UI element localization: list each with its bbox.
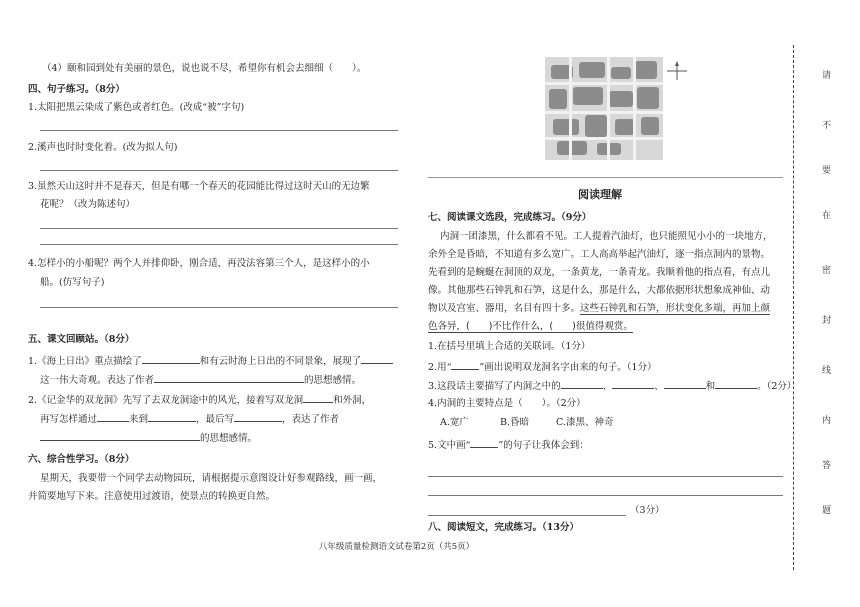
fill-blank[interactable] [234, 411, 282, 422]
review-text: ，表达了作者 [282, 414, 340, 425]
passage-line-1: 内洞一团漆黑，什么都看不见。工人提着汽油灯，也只能照见小小的一块地方， [440, 231, 773, 242]
review-text: 和有云时海上日出的不同景象，展现了 [199, 356, 362, 367]
question-3 [428, 378, 796, 394]
divider [428, 177, 783, 178]
sentence-4-line-1: 4.怎样小的小船呢？两个人并排仰卧，刚合适，再没法容第三个人，是这样小的小 [28, 258, 370, 269]
seal-char: 密 [822, 266, 832, 276]
review-text: 这一伟大奇观。表达了作者 [40, 375, 155, 386]
seal-char: 答 [822, 461, 832, 471]
question-text: ”画出说明双龙洞名字由来的句子。（1分） [479, 362, 657, 373]
answer-line[interactable] [40, 307, 398, 308]
review-text: ，最后写 [196, 414, 235, 425]
seal-char: 封 [822, 316, 832, 326]
question-text: 。（2分） [757, 381, 797, 392]
fill-blank[interactable] [561, 378, 603, 389]
fill-blank[interactable] [664, 378, 706, 389]
section-6-title: 六、综合性学习。（8分） [28, 454, 135, 465]
reading-title: 阅读理解 [578, 188, 622, 201]
review-2-line-3 [40, 430, 257, 446]
passage-text: 物以及宫室、器用，名目有四十多。 [428, 303, 581, 314]
fill-blank[interactable] [97, 411, 129, 422]
zoo-map-image [545, 57, 663, 160]
sentence-2: 2.溪声也时时变化着。(改为拟人句) [28, 142, 178, 153]
fill-blank[interactable] [40, 430, 200, 441]
question-2 [428, 359, 657, 375]
answer-line[interactable] [428, 495, 783, 496]
question-4: 4.内洞的主要特点是（ ）。（2分） [428, 398, 586, 409]
question-text: 3.这段话主要描写了内洞之中的 [428, 381, 561, 392]
sentence-4-line-2: 船。(仿写句子) [40, 277, 105, 288]
question-text: 和 [705, 381, 716, 392]
seal-line [793, 45, 794, 570]
fill-blank[interactable] [148, 411, 196, 422]
passage-line-2: 余外全是昏暗，不知道有多么宽广。工人高高举起汽油灯，逐一指点洞内的景物。 [428, 249, 771, 260]
answer-line[interactable] [428, 476, 783, 477]
fill-blank[interactable] [715, 378, 757, 389]
section-6-text-2: 并简要地写下来。注意使用过渡语，使景点的转换更自然。 [28, 491, 276, 502]
review-2-line-2 [40, 411, 339, 427]
underline-sample [470, 437, 498, 448]
option-b[interactable]: B.昏暗 [500, 417, 530, 428]
section-8-title: 八、阅读短文，完成练习。（13分） [428, 522, 579, 533]
separator: 、 [654, 381, 664, 392]
seal-char: 内 [822, 416, 832, 426]
review-text: 再写怎样通过 [40, 414, 98, 425]
answer-line[interactable] [428, 515, 626, 516]
answer-line[interactable] [40, 244, 398, 245]
q4-item: （4）颐和园到处有美丽的景色，说也说不尽，希望你有机会去细细（ ）。 [42, 63, 367, 74]
review-text: 的思想感情。 [304, 375, 362, 386]
fill-blank[interactable] [154, 372, 304, 383]
sentence-3-line-1: 3.虽然天山这时并不是春天，但是有哪一个春天的花园能比得过这时天山的无边繁 [28, 181, 370, 192]
question-5-score: （3分） [630, 505, 665, 516]
review-text: 2.《记金华的双龙洞》先写了去双龙洞途中的风光，接着写双龙洞 [28, 395, 304, 406]
passage-line-6 [428, 320, 633, 334]
question-text: 5.文中画“ [428, 440, 471, 451]
section-4-title: 四、句子练习。（8分） [28, 84, 125, 95]
page-footer: 八年级质量检测语文试卷第2页（共5页） [318, 542, 475, 552]
option-c[interactable]: C.漆黑、神奇 [556, 417, 614, 428]
question-text: 2.用“ [428, 362, 452, 373]
seal-char: 要 [822, 166, 832, 176]
passage-line-3: 先看到的是蜿蜒在洞顶的双龙，一条黄龙，一条青龙。我顺着他的指点看，有点儿 [428, 267, 771, 278]
seal-char: 不 [822, 121, 832, 131]
review-text: 来到 [129, 414, 149, 425]
underlined-sentence: 这些石钟乳和石笋，形状变化多端，再加上颜 [580, 303, 771, 314]
underlined-sentence: 色各异，( )不比作什么，( )很值得观赏。 [428, 321, 633, 332]
question-text: ”的句子让我体会到： [498, 440, 589, 451]
fill-blank[interactable] [142, 353, 200, 364]
review-2-line-1 [28, 392, 371, 408]
sentence-3-line-2: 花呢？（改为陈述句） [40, 199, 136, 210]
question-1: 1.在括号里填上合适的关联词。（1分） [428, 341, 591, 352]
separator: 、 [602, 381, 613, 392]
review-text: 的思想感情。 [200, 433, 258, 444]
option-a[interactable]: A.宽广 [440, 417, 469, 428]
fill-blank[interactable] [361, 353, 393, 364]
underline-sample [451, 359, 479, 370]
seal-char: 题 [822, 506, 832, 516]
review-1-line-1 [28, 353, 393, 369]
section-5-title: 五、课文回顾站。（8分） [28, 334, 135, 345]
seal-char: 线 [822, 366, 832, 376]
fill-blank[interactable] [303, 392, 333, 403]
answer-line[interactable] [40, 130, 398, 131]
answer-line[interactable] [40, 228, 398, 229]
question-5 [428, 437, 589, 453]
review-1-line-2 [40, 372, 361, 388]
passage-line-5 [428, 302, 770, 316]
sentence-1: 1.太阳把黑云染成了紫色或者红色。(改成“被”字句) [28, 102, 245, 113]
review-text: 和外洞， [333, 395, 372, 406]
fill-blank[interactable] [612, 378, 654, 389]
section-6-text-1: 星期天，我要带一个同学去动物园玩，请根据提示意图设计好参观路线，画一画， [40, 473, 383, 484]
answer-line[interactable] [40, 170, 398, 171]
seal-char: 在 [822, 211, 832, 221]
seal-char: 请 [822, 71, 832, 81]
section-7-title: 七、阅读课文选段，完成练习。（9分） [428, 212, 592, 223]
review-text: 1.《海上日出》重点描绘了 [28, 356, 142, 367]
passage-line-4: 像。其他那些石钟乳和石笋，这是什么，那是什么，大都依据形状想象成神仙、动 [428, 285, 771, 296]
compass-icon [664, 60, 690, 82]
